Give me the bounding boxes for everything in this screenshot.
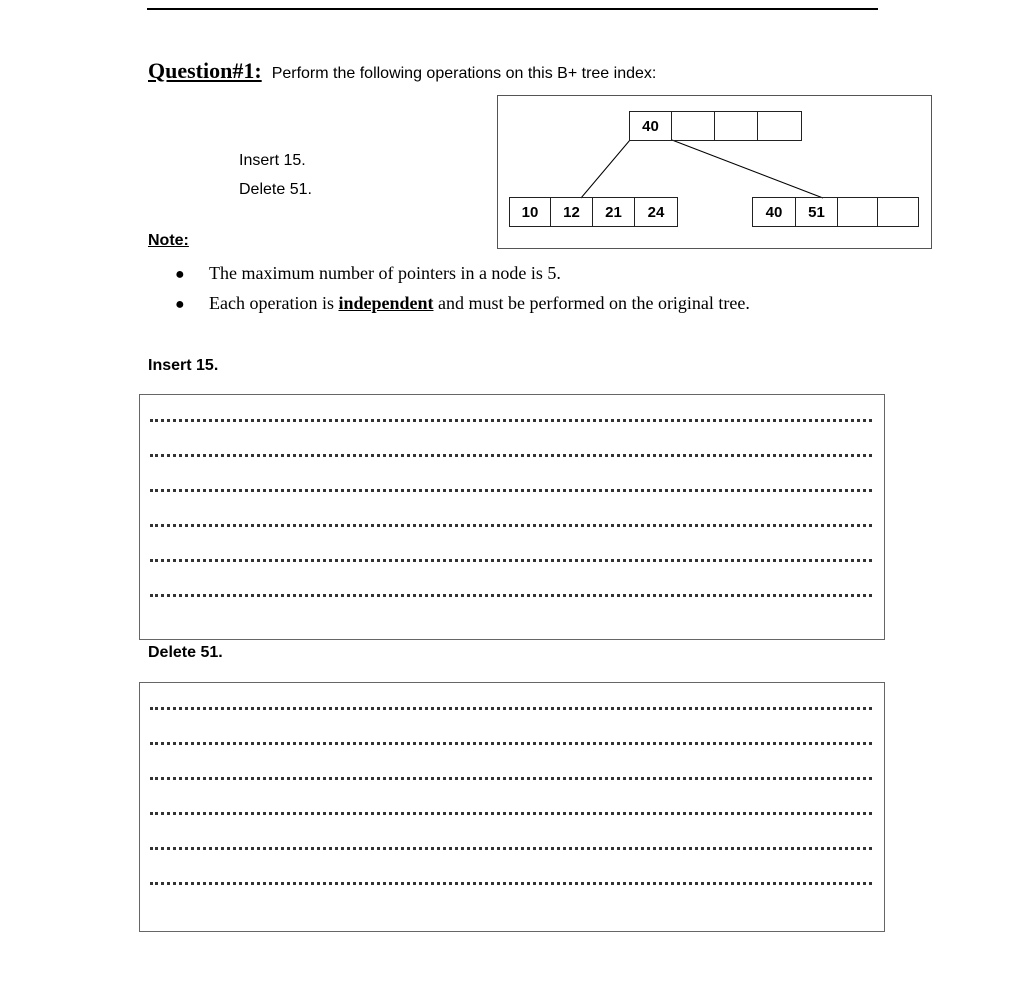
leaf-empty-slot [878, 198, 918, 226]
delete-answer-box[interactable] [139, 682, 885, 932]
bplus-tree-diagram [497, 95, 932, 249]
edge-root-to-right-leaf [672, 140, 823, 198]
right-leaf-node [752, 197, 919, 227]
answer-dotted-line [150, 419, 872, 422]
answer-dotted-line [150, 812, 872, 815]
answer-dotted-line [150, 777, 872, 780]
note-bullet-text [209, 289, 750, 317]
leaf-key: 40 [753, 198, 796, 226]
answer-dotted-line [150, 594, 872, 597]
leaf-key: 24 [647, 203, 665, 221]
left-leaf-node [509, 197, 678, 227]
leaf-key: 12 [551, 198, 593, 226]
note-bullet-text: The maximum number of pointers in a node is 5. [209, 263, 561, 283]
insert-section-label: Insert 15. [148, 357, 219, 374]
answer-dotted-line [150, 524, 872, 527]
answer-dotted-line [150, 882, 872, 885]
note-bullet [175, 289, 750, 319]
note-heading: Note: [148, 232, 189, 249]
answer-dotted-line [150, 559, 872, 562]
operation-insert: Insert 15. [239, 152, 306, 169]
root-empty-slot [715, 112, 758, 140]
leaf-key: 51 [796, 198, 838, 226]
edge-root-to-left-leaf [581, 140, 630, 198]
top-rule [147, 8, 878, 10]
root-node [629, 111, 802, 141]
question-header [148, 58, 656, 84]
bullet-dot-icon: ● [175, 266, 185, 283]
root-empty-slot [758, 112, 801, 140]
leaf-key: 10 [510, 198, 551, 226]
root-empty-slot [672, 112, 715, 140]
answer-dotted-line [150, 454, 872, 457]
operation-delete: Delete 51. [239, 181, 312, 198]
note-emphasis: independent [338, 293, 434, 313]
operation-list [239, 146, 312, 204]
note-bullet [175, 259, 750, 289]
answer-dotted-line [150, 742, 872, 745]
answer-dotted-line [150, 847, 872, 850]
leaf-empty-slot [838, 198, 878, 226]
question-label: Question#1: [148, 58, 262, 83]
answer-dotted-line [150, 707, 872, 710]
note-bullets [175, 259, 750, 319]
question-text: Perform the following operations on this B+ tree index: [271, 65, 657, 82]
bullet-dot-icon: ● [175, 296, 185, 313]
note-bullet-text-pre: Each operation is [209, 293, 334, 313]
delete-section-label: Delete 51. [148, 644, 223, 661]
answer-dotted-line [150, 489, 872, 492]
insert-answer-box[interactable] [139, 394, 885, 640]
root-key: 40 [630, 112, 672, 140]
leaf-key: 21 [593, 198, 635, 226]
note-bullet-text-post: and must be performed on the original tree. [438, 293, 750, 313]
